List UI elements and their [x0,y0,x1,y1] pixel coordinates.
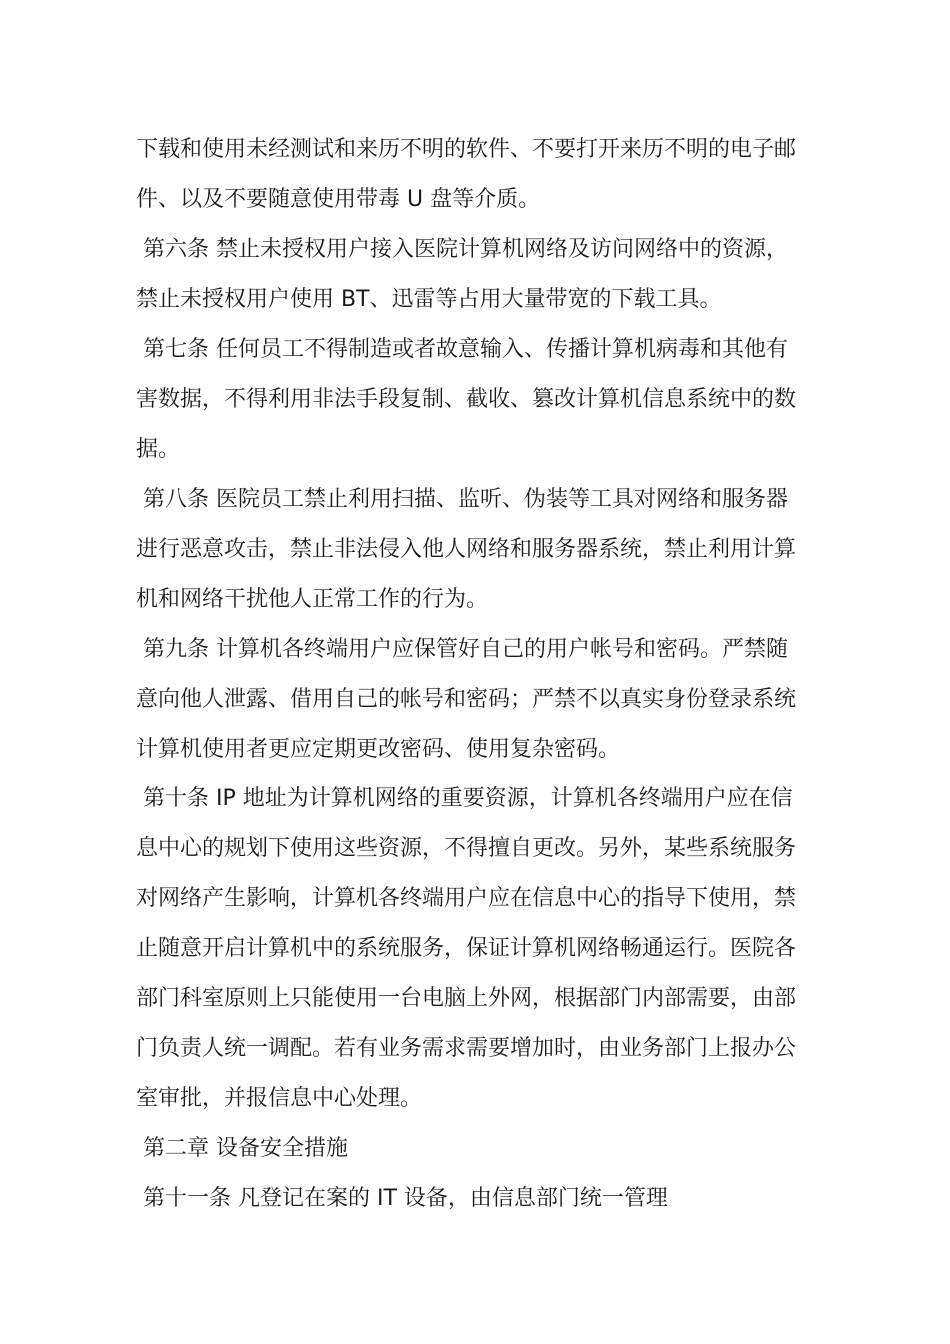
text-line: 计算机使用者更应定期更改密码、使用复杂密码。 [136,737,621,762]
text-line: 害数据，不得利用非法手段复制、截收、篡改计算机信息系统中的数 [136,387,797,412]
text-line: 机和网络干扰他人正常工作的行为。 [136,587,489,612]
text-line: 对网络产生影响，计算机各终端用户应在信息中心的指导下使用，禁 [136,886,797,911]
article-8-heading-line: 第八条 医院员工禁止利用扫描、监听、伪装等工具对网络和服务器 [143,487,788,512]
text-line: 意向他人泄露、借用自己的帐号和密码；严禁不以真实身份登录系统 [136,687,797,712]
text-line: 门负责人统一调配。若有业务需求需要增加时，由业务部门上报办公 [136,1036,797,1061]
text-line: 据。 [136,437,181,462]
text-line: 件、以及不要随意使用带毒 U 盘等介质。 [136,187,541,212]
chapter-2-heading: 第二章 设备安全措施 [143,1136,348,1161]
text-line: 息中心的规划下使用这些资源，不得擅自更改。另外，某些系统服务 [136,836,797,861]
text-line: 禁止未授权用户使用 BT、迅雷等占用大量带宽的下载工具。 [136,287,722,312]
text-line: 部门科室原则上只能使用一台电脑上外网，根据部门内部需要，由部 [136,986,797,1011]
article-11-heading-line: 第十一条 凡登记在案的 IT 设备，由信息部门统一管理 [143,1186,668,1211]
article-9-heading-line: 第九条 计算机各终端用户应保管好自己的用户帐号和密码。严禁随 [143,637,788,662]
text-line: 止随意开启计算机中的系统服务，保证计算机网络畅通运行。医院各 [136,936,797,961]
article-6-heading-line: 第六条 禁止未授权用户接入医院计算机网络及访问网络中的资源， [143,237,788,262]
article-7-heading-line: 第七条 任何员工不得制造或者故意输入、传播计算机病毒和其他有 [143,337,788,362]
text-line: 下载和使用未经测试和来历不明的软件、不要打开来历不明的电子邮 [136,137,797,162]
text-line: 室审批，并报信息中心处理。 [136,1086,423,1111]
text-line: 进行恶意攻击，禁止非法侵入他人网络和服务器系统，禁止利用计算 [136,537,797,562]
article-10-heading-line: 第十条 IP 地址为计算机网络的重要资源，计算机各终端用户应在信 [143,786,793,811]
